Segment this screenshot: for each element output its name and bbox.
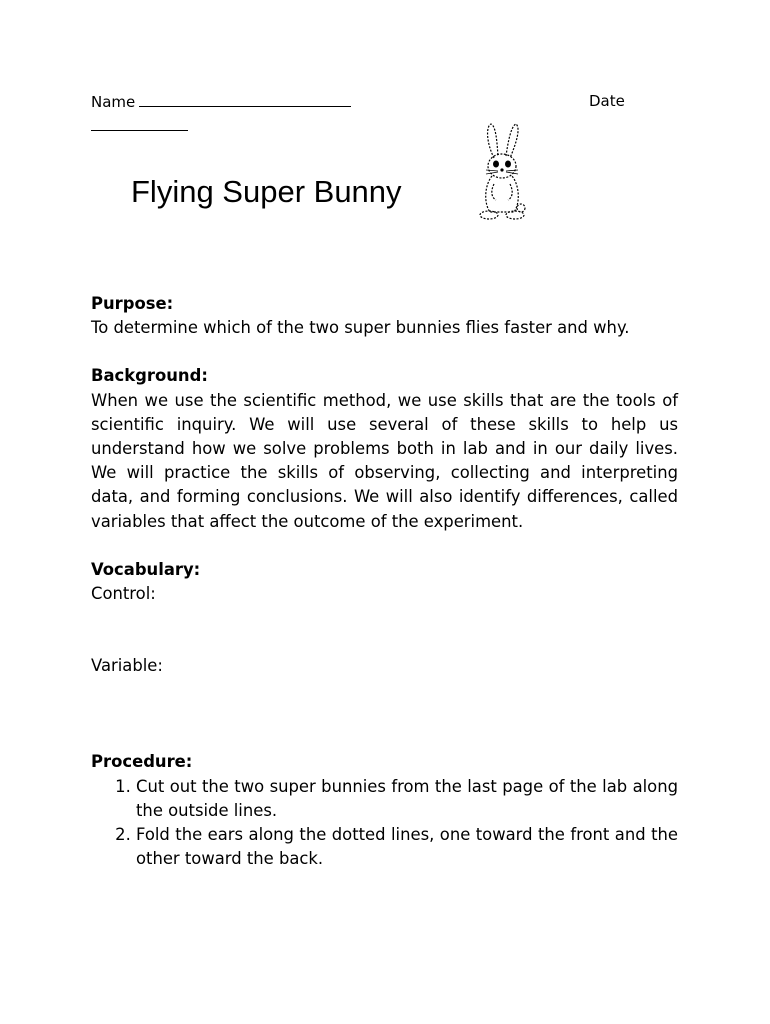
- control-label: Control:: [91, 584, 156, 604]
- vocabulary-heading: Vocabulary:: [91, 559, 201, 579]
- procedure-list: [91, 775, 678, 872]
- background-heading: Background:: [91, 366, 208, 386]
- worksheet-content: [91, 292, 678, 871]
- variable-label: Variable:: [91, 656, 163, 676]
- background-text: When we use the scientific method, we use skills that are the tools of scientific inquiry. We will use several of these skills to help us understand how we solve problems both in lab and in our daily lives. We will practice the skills of observing, collecting and interpreting data, and forming conclusions. We will also identify differences, called variables that affect the outcome of the experiment.: [91, 390, 678, 531]
- procedure-step: 2. Fold the ears along the dotted lines, one toward the front and the other toward the back.: [136, 823, 678, 871]
- procedure-heading: Procedure:: [91, 752, 193, 772]
- name-blank-line: [139, 92, 351, 107]
- procedure-step: 1. Cut out the two super bunnies from the last page of the lab along the outside lines.: [136, 775, 678, 823]
- date-blank-line: [91, 130, 188, 131]
- purpose-text: To determine which of the two super bunnies flies faster and why.: [91, 318, 630, 338]
- page-title: Flying Super Bunny: [131, 174, 402, 209]
- name-label: Name: [91, 93, 136, 111]
- name-field: [91, 92, 351, 111]
- purpose-heading: Purpose:: [91, 294, 174, 313]
- bunny-icon: [472, 120, 532, 222]
- date-label: Date: [589, 92, 625, 110]
